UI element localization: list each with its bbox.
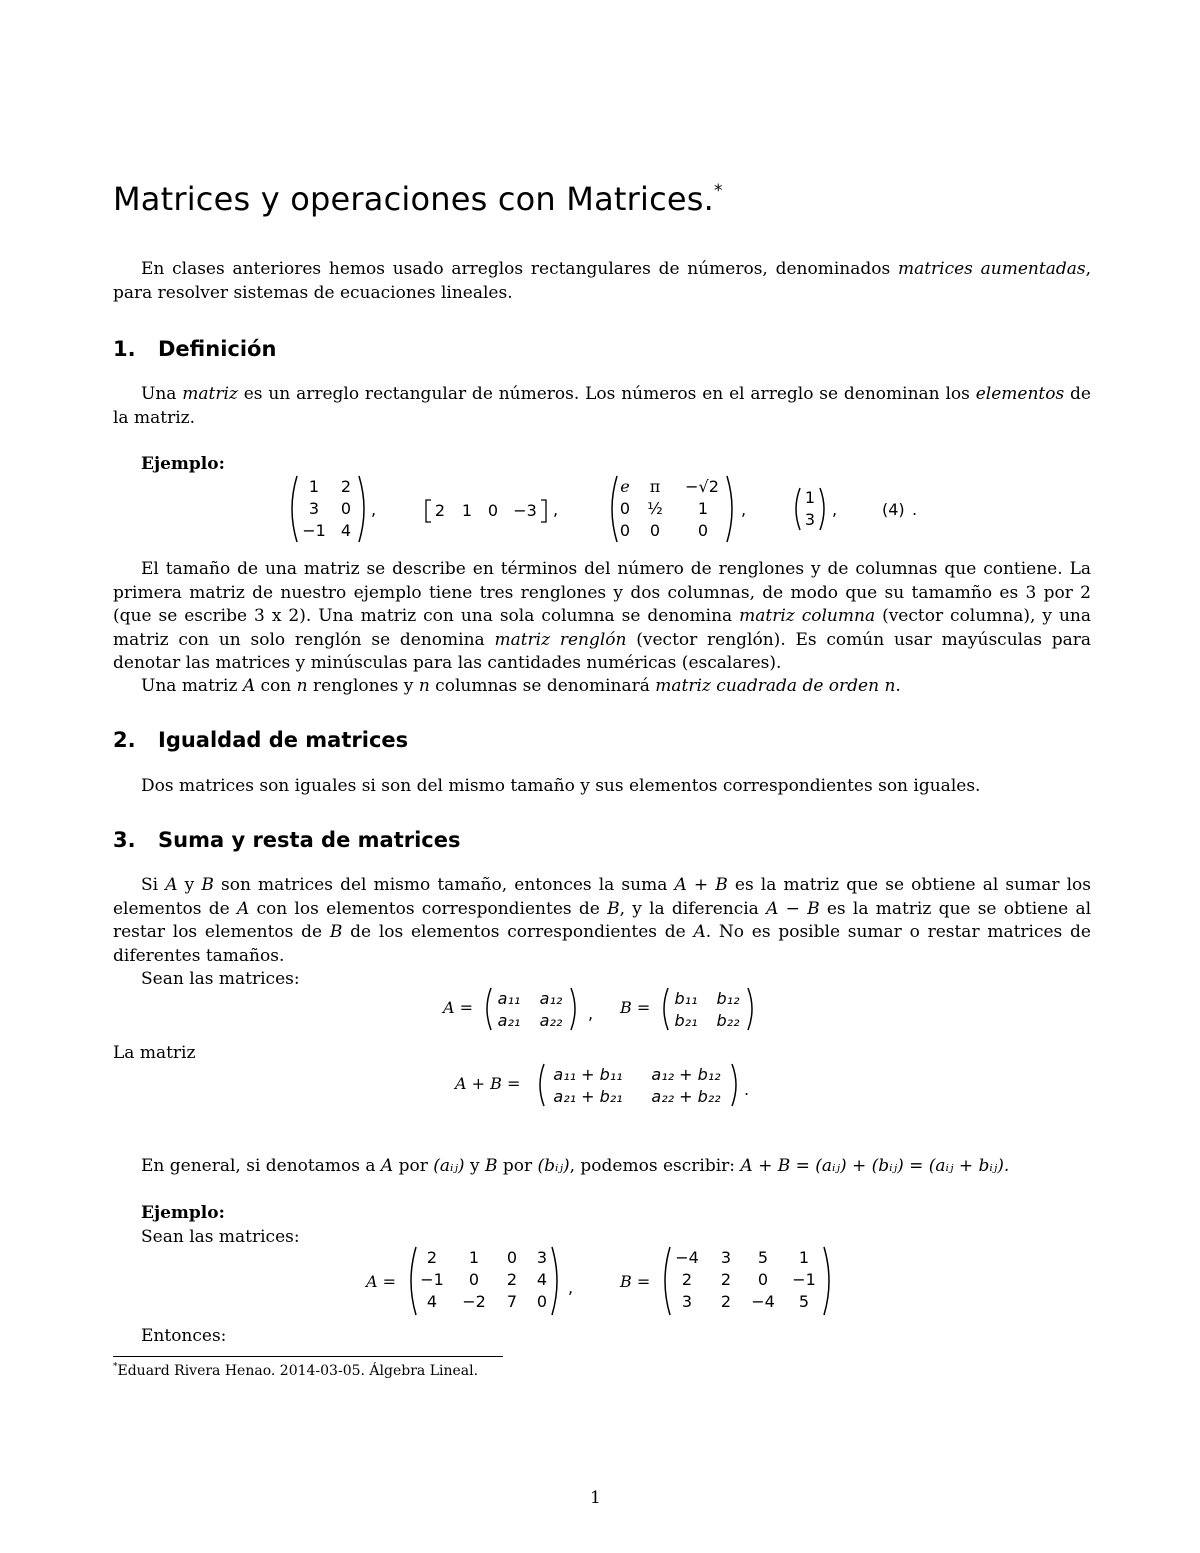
- equality-paragraph: Dos matrices son iguales si son del mismo tamaño y sus elementos correspondientes son iguales.: [141, 776, 981, 796]
- matrix-sum-symbolic: [536, 1062, 742, 1108]
- matrix-cell: 0: [619, 521, 631, 540]
- matrix-cell: −√2: [685, 477, 719, 496]
- matrix-cell: 3: [681, 1292, 693, 1311]
- matrix-cell: a₁₁: [497, 989, 521, 1008]
- matrix-cell: 4: [426, 1292, 438, 1311]
- separator-comma: ,: [588, 1004, 594, 1023]
- matrix-cell: a₂₂ + b₂₂: [651, 1087, 721, 1106]
- square-matrix-paragraph: Una matriz A con n renglones y n columnas se denominará matriz cuadrada de orden n.: [141, 676, 901, 696]
- matrix-cell: 1: [798, 1248, 810, 1267]
- matrix-cell: 2: [681, 1270, 693, 1289]
- separator-comma: ,: [741, 500, 747, 519]
- separator-comma: ,: [371, 500, 377, 519]
- matrix-cell: 0: [697, 521, 709, 540]
- matrix-cell: 4: [340, 521, 352, 540]
- matrix-cell: 1: [468, 1248, 480, 1267]
- section-heading-igualdad: 2. Igualdad de matrices: [113, 728, 409, 752]
- matrix-cell: 0: [340, 499, 352, 518]
- matrix-cell: 2: [720, 1270, 732, 1289]
- matrix-cell: 0: [649, 521, 661, 540]
- matrix-cell: a₂₂: [539, 1011, 563, 1030]
- page-title: Matrices y operaciones con Matrices.*: [113, 180, 723, 218]
- let-matrices-text: Sean las matrices:: [141, 969, 300, 989]
- matrix-cell: 5: [757, 1248, 769, 1267]
- matrix-B-lhs: B =: [620, 1272, 651, 1291]
- the-matrix-text: La matriz: [113, 1043, 196, 1063]
- matrix-cell: 0: [487, 501, 499, 520]
- section-heading-suma-resta: 3. Suma y resta de matrices: [113, 828, 461, 852]
- matrix-cell: π: [649, 477, 661, 496]
- matrix-cell: e: [620, 477, 630, 496]
- size-paragraph: El tamaño de una matriz se describe en términos del número de renglones y de columnas que contiene. La primera matriz de nuestro ejemplo tiene tres renglones y dos columnas, de modo que su tamamño es 3 por 2 (que se escribe 3 x 2). Una matriz con una sola columna se denomina matriz columna (vector columna), y una matriz con un solo renglón se denomina matriz renglón (vector renglón). Es común usar mayúsculas para denotar las matrices y minúsculas para las cantidades numéricas (escalares).: [113, 559, 1092, 673]
- matrix-cell: b₂₁: [674, 1011, 698, 1030]
- definition-paragraph: Una matriz es un arreglo rectangular de números. Los números en el arreglo se denominan los elementos de la matriz.: [113, 384, 1091, 428]
- section-heading-definicion: 1. Definición: [113, 337, 277, 361]
- footnote: *Eduard Rivera Henao. 2014-03-05. Álgebra Lineal.: [113, 1362, 479, 1379]
- matrix-cell: 0: [757, 1270, 769, 1289]
- matrix-cell: −1: [302, 521, 326, 540]
- example-column-vector: [792, 486, 828, 532]
- matrix-cell: ½: [647, 499, 663, 518]
- then-text: Entonces:: [141, 1326, 227, 1346]
- example-label-2: Ejemplo:: [141, 1203, 225, 1223]
- page-number: 1: [590, 1488, 601, 1508]
- matrix-cell: 2: [506, 1270, 518, 1289]
- matrix-cell: a₁₁ + b₁₁: [553, 1065, 623, 1084]
- example-end-period: .: [912, 500, 918, 519]
- matrix-A-symbolic: [483, 986, 579, 1032]
- matrix-cell: a₁₂ + b₁₂: [651, 1065, 721, 1084]
- example-label: Ejemplo:: [141, 454, 225, 474]
- sum-definition-paragraph: Si A y B son matrices del mismo tamaño, entonces la suma A + B es la matriz que se obtiene al sumar los elementos de A con los elementos correspondientes de B, y la diferencia A − B es la matriz que se obtiene al restar los elementos de B de los elementos correspondientes de A. No es posible sumar o restar matrices de diferentes tamaños.: [113, 875, 1092, 966]
- footnote-rule: [113, 1356, 503, 1357]
- matrix-cell: 4: [536, 1270, 548, 1289]
- matrix-cell: 2: [426, 1248, 438, 1267]
- matrix-cell: 3: [720, 1248, 732, 1267]
- matrix-A-lhs: A =: [366, 1272, 397, 1291]
- matrix-B-numeric: [660, 1245, 834, 1317]
- example-matrix-3x2: [287, 474, 369, 544]
- intro-paragraph: En clases anteriores hemos usado arreglos rectangulares de números, denominados matrices aumentadas, para resolver sistemas de ecuaciones lineales.: [113, 259, 1091, 303]
- matrix-cell: −1: [420, 1270, 444, 1289]
- matrix-cell: 0: [468, 1270, 480, 1289]
- matrix-cell: a₂₁ + b₂₁: [553, 1087, 623, 1106]
- separator-comma: ,: [553, 500, 559, 519]
- matrix-B-symbolic: [660, 986, 756, 1032]
- matrix-cell: 7: [506, 1292, 518, 1311]
- example-matrix-3x3: [607, 474, 737, 544]
- matrix-cell: 3: [804, 510, 816, 529]
- matrix-cell: 1: [697, 499, 709, 518]
- matrix-cell: 1: [308, 477, 320, 496]
- let-matrices-text-2: Sean las matrices:: [141, 1227, 300, 1247]
- matrix-cell: 0: [536, 1292, 548, 1311]
- footnote-mark: *: [714, 181, 723, 201]
- matrix-B-lhs: B =: [620, 998, 651, 1017]
- sum-end-period: .: [744, 1080, 750, 1099]
- matrix-cell: 1: [804, 488, 816, 507]
- matrix-cell: b₂₂: [716, 1011, 740, 1030]
- separator-comma: ,: [832, 500, 838, 519]
- matrix-cell: −4: [675, 1248, 699, 1267]
- matrix-cell: 3: [536, 1248, 548, 1267]
- matrix-cell: 2: [720, 1292, 732, 1311]
- matrix-cell: b₁₁: [674, 989, 698, 1008]
- matrix-cell: −3: [513, 501, 537, 520]
- matrix-cell: −4: [751, 1292, 775, 1311]
- matrix-cell: 3: [308, 499, 320, 518]
- general-notation-line: En general, si denotamos a A por (aᵢⱼ) y B por (bᵢⱼ), podemos escribir: A + B = (aᵢⱼ) + (bᵢⱼ) = (aᵢⱼ + bᵢⱼ).: [141, 1156, 1010, 1176]
- matrix-A-numeric: [406, 1245, 562, 1317]
- matrix-cell: 2: [340, 477, 352, 496]
- matrix-cell: 1: [461, 501, 473, 520]
- matrix-A-lhs: A =: [443, 998, 474, 1017]
- matrix-cell: −2: [462, 1292, 486, 1311]
- separator-comma: ,: [568, 1278, 574, 1297]
- matrix-cell: 5: [798, 1292, 810, 1311]
- matrix-cell: 2: [434, 501, 446, 520]
- sum-lhs: A + B =: [455, 1074, 521, 1093]
- matrix-cell: −1: [792, 1270, 816, 1289]
- matrix-cell: 0: [619, 499, 631, 518]
- example-row-vector: [424, 499, 548, 523]
- matrix-cell: a₁₂: [539, 989, 563, 1008]
- example-scalar: (4): [882, 500, 905, 519]
- matrix-cell: 0: [506, 1248, 518, 1267]
- matrix-cell: a₂₁: [497, 1011, 521, 1030]
- matrix-cell: b₁₂: [716, 989, 740, 1008]
